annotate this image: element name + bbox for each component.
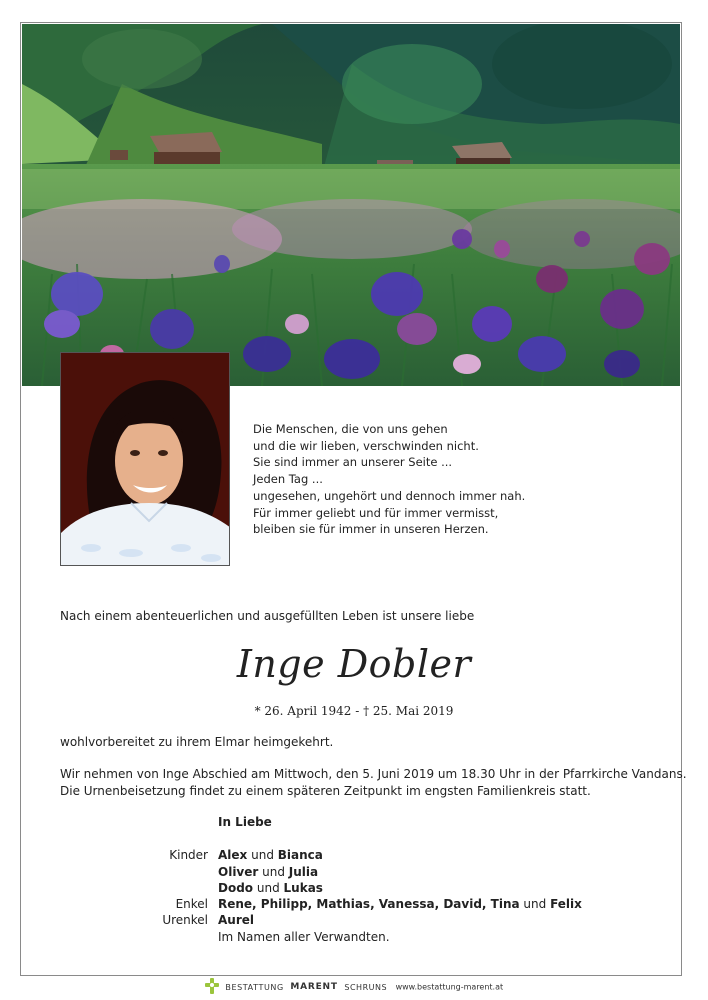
life-dates: * 26. April 1942 - † 25. Mai 2019 (254, 704, 454, 718)
child-name: Bianca (277, 848, 323, 863)
enkel-row (110, 896, 582, 912)
poem-line: Für immer geliebt und für immer vermisst, (253, 505, 499, 520)
enkel-label: Enkel (175, 897, 208, 912)
farewell-announcement (60, 766, 687, 800)
conjunction: und (256, 880, 280, 895)
footer (0, 978, 708, 996)
conjunction: und (262, 864, 285, 879)
urenkel-row (110, 912, 582, 928)
footer-brand-name: MARENT (290, 982, 338, 992)
portrait-photo (60, 352, 230, 566)
poem-line: Jeden Tag ... (253, 472, 323, 487)
child-name: Julia (288, 864, 319, 879)
memorial-poem (253, 421, 525, 538)
poem-line: Sie sind immer an unserer Seite ... (253, 455, 453, 470)
poem-line: ungesehen, ungehört und dennoch immer nah. (253, 488, 526, 503)
conjunction: und (251, 848, 274, 863)
mourners-list (110, 814, 582, 945)
poem-line: und die wir lieben, verschwinden nicht. (253, 438, 479, 453)
footer-brand: BESTATTUNG (225, 982, 284, 992)
footer-url[interactable]: www.bestattung-marent.at (395, 982, 504, 992)
intro-text: Nach einem abenteuerlichen und ausgefüllten Leben ist unsere liebe (60, 609, 475, 623)
poem-line: bleiben sie für immer in unseren Herzen. (253, 522, 489, 537)
footer-place: SCHRUNS (344, 982, 388, 992)
in-liebe-heading: In Liebe (218, 815, 272, 829)
farewell-line: Wir nehmen von Inge Abschied am Mittwoch, den 5. Juni 2019 um 18.30 Uhr in der Pfarrkirche Vandans. (60, 767, 687, 781)
kinder-row (110, 847, 582, 863)
closing-line: Im Namen aller Verwandten. (218, 929, 390, 944)
child-name: Alex (218, 848, 248, 863)
deceased-name: Inge Dobler (236, 642, 472, 686)
poem-line: Die Menschen, die von uns gehen (253, 422, 448, 436)
conjunction: und (523, 897, 547, 912)
grandchild-name: Felix (550, 897, 582, 912)
child-name: Oliver (218, 864, 259, 879)
urenkel-label: Urenkel (162, 913, 208, 928)
child-name: Lukas (283, 880, 323, 895)
burial-line: Die Urnenbeisetzung findet zu einem späteren Zeitpunkt im engsten Familienkreis statt. (60, 784, 591, 798)
meadow-painting (22, 24, 680, 386)
grandchildren-names: Rene, Philipp, Mathias, Vanessa, David, Tina (218, 897, 520, 912)
child-name: Dodo (218, 880, 254, 895)
cross-logo-icon (205, 978, 219, 996)
great-grandchild-name: Aurel (218, 913, 254, 928)
homecoming-text: wohlvorbereitet zu ihrem Elmar heimgekehrt. (60, 735, 334, 749)
kinder-label: Kinder (169, 848, 208, 863)
